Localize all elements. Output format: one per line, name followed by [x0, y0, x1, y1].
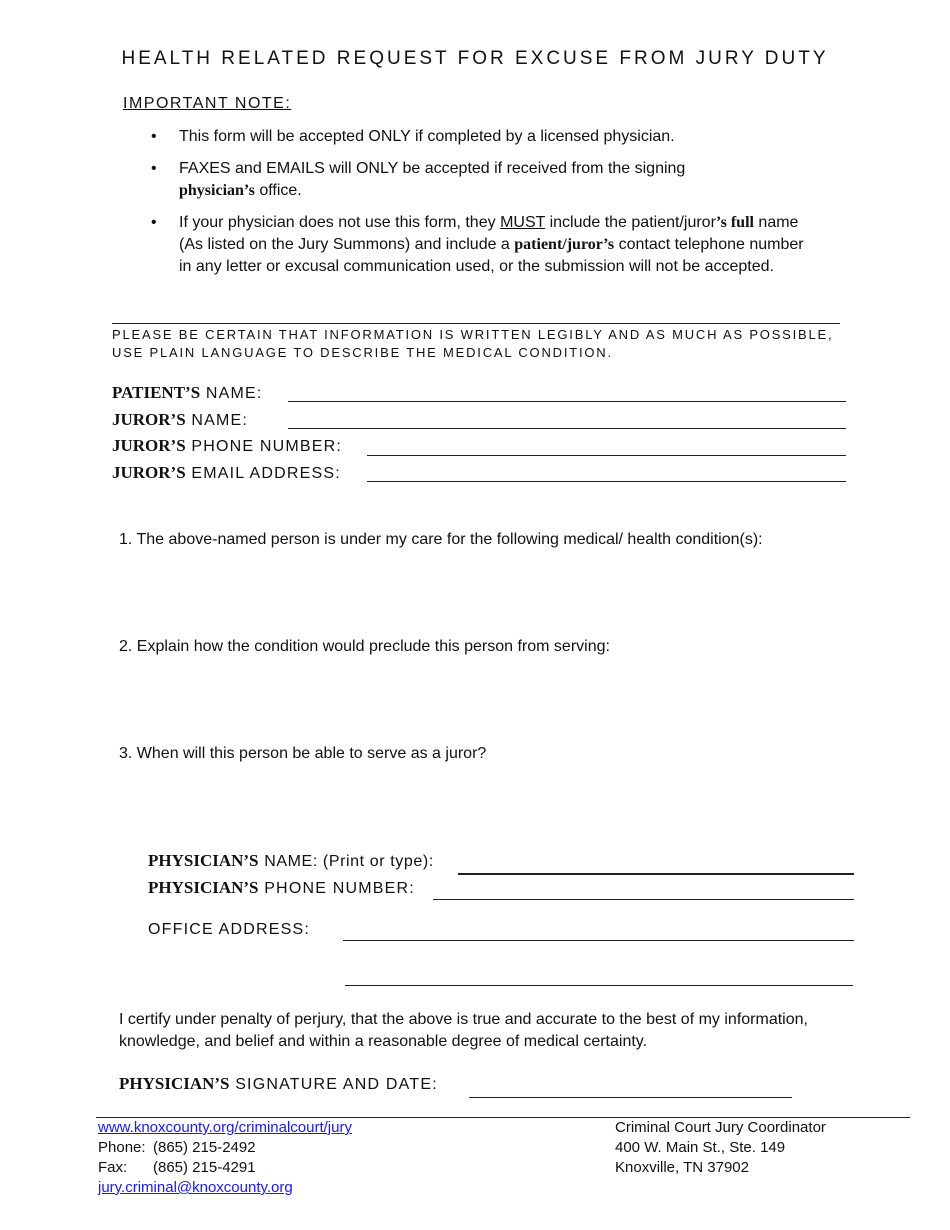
juror-name-field[interactable]: [288, 428, 846, 429]
physician-name-label: [148, 851, 434, 871]
note-item-3-bold-2: patient/juror’s: [514, 236, 615, 253]
note-item-3-text-b: include the patient/juror: [549, 214, 716, 231]
juror-phone-label-text: PHONE NUMBER:: [191, 438, 343, 455]
physician-name-field[interactable]: [458, 873, 854, 875]
footer-address-line-1: 400 W. Main St., Ste. 149: [615, 1139, 786, 1156]
footer-phone: [98, 1138, 256, 1158]
section-divider: [112, 323, 840, 324]
juror-name-label-bold: JUROR’S: [112, 410, 186, 429]
footer-email-link[interactable]: [98, 1178, 293, 1198]
note-item-2: [151, 158, 851, 202]
office-address-field-line-2[interactable]: [345, 985, 853, 986]
physician-phone-label-text: PHONE NUMBER:: [264, 880, 415, 897]
important-note-list: [151, 126, 851, 288]
physician-signature-label: [119, 1074, 438, 1094]
note-item-2-bold: physician’s: [179, 182, 255, 199]
juror-email-field[interactable]: [367, 481, 846, 482]
patient-name-label: [112, 383, 263, 403]
juror-email-label-bold: JUROR’S: [112, 463, 186, 482]
juror-email-label-text: EMAIL ADDRESS:: [191, 465, 341, 482]
footer-fax-label: Fax:: [98, 1159, 128, 1176]
footer-phone-value: (865) 215-2492: [153, 1139, 256, 1156]
bullet-icon: •: [151, 128, 157, 145]
note-item-3-text-a: If your physician does not use this form, they: [179, 214, 496, 231]
patient-name-label-text: NAME:: [205, 385, 263, 402]
physician-signature-field[interactable]: [469, 1097, 792, 1098]
note-item-3-must: MUST: [500, 214, 546, 231]
footer-office-title: Criminal Court Jury Coordinator: [615, 1119, 826, 1136]
physician-phone-label-bold: PHYSICIAN’S: [148, 878, 259, 897]
question-2-answer-area[interactable]: [119, 662, 849, 732]
office-address-label: OFFICE ADDRESS:: [148, 921, 311, 938]
physician-name-label-bold: PHYSICIAN’S: [148, 851, 259, 870]
patient-name-label-bold: PATIENT’S: [112, 383, 201, 402]
juror-phone-label-bold: JUROR’S: [112, 436, 186, 455]
physician-signature-label-bold: PHYSICIAN’S: [119, 1074, 230, 1093]
note-item-3-text-d: contact telephone number in any letter or excusal communication used, or the submission will not be accepted.: [179, 236, 804, 275]
juror-phone-field[interactable]: [367, 455, 846, 456]
footer-fax: [98, 1158, 256, 1178]
question-3: 3. When will this person be able to serve as a juror?: [119, 745, 487, 762]
question-3-answer-area[interactable]: [119, 769, 849, 839]
question-2: 2. Explain how the condition would preclude this person from serving:: [119, 638, 610, 655]
juror-email-label: [112, 463, 341, 483]
footer-website-text[interactable]: www.knoxcounty.org/criminalcourt/jury: [98, 1119, 352, 1136]
form-title: HEALTH RELATED REQUEST FOR EXCUSE FROM JURY DUTY: [121, 48, 829, 69]
note-item-2-text: FAXES and EMAILS will ONLY be accepted if received from the signing: [179, 160, 686, 177]
footer-website-link[interactable]: [98, 1118, 352, 1138]
footer-phone-label: Phone:: [98, 1139, 146, 1156]
physician-name-label-text: NAME: (Print or type):: [264, 853, 434, 870]
important-note-heading: IMPORTANT NOTE:: [123, 95, 292, 112]
physician-signature-label-text: SIGNATURE AND DATE:: [235, 1076, 438, 1093]
footer-fax-value: (865) 215-4291: [153, 1159, 256, 1176]
note-item-3-bold-1: ’s full: [715, 214, 754, 231]
footer-address-line-2: Knoxville, TN 37902: [615, 1159, 749, 1176]
note-item-2-end: office.: [259, 182, 302, 199]
juror-name-label-text: NAME:: [191, 412, 248, 429]
legibility-notice: PLEASE BE CERTAIN THAT INFORMATION IS WRITTEN LEGIBLY AND AS MUCH AS POSSIBLE, USE PLAIN LANGUAGE TO DESCRIBE THE MEDICAL CONDITION.: [112, 327, 834, 360]
patient-name-field[interactable]: [288, 401, 846, 402]
note-item-3-text-c: name (As listed on the Jury Summons) and include a: [179, 214, 799, 253]
footer-email-text[interactable]: jury.criminal@knoxcounty.org: [98, 1179, 293, 1196]
note-item-1: [151, 126, 851, 148]
physician-phone-field[interactable]: [433, 899, 854, 900]
bullet-icon: •: [151, 214, 157, 231]
juror-phone-label: [112, 436, 342, 456]
physician-phone-label: [148, 878, 415, 898]
juror-name-label: [112, 410, 248, 430]
question-1: 1. The above-named person is under my care for the following medical/ health condition(s):: [119, 531, 763, 548]
certification-statement: I certify under penalty of perjury, that the above is true and accurate to the best of my information, knowledge, and belief and within a reasonable degree of medical certainty.: [119, 1011, 808, 1050]
question-1-answer-area[interactable]: [119, 578, 849, 628]
bullet-icon: •: [151, 160, 157, 177]
office-address-field-line-1[interactable]: [343, 940, 854, 941]
note-item-3: [151, 212, 819, 278]
note-item-1-text: This form will be accepted ONLY if completed by a licensed physician.: [179, 128, 675, 145]
